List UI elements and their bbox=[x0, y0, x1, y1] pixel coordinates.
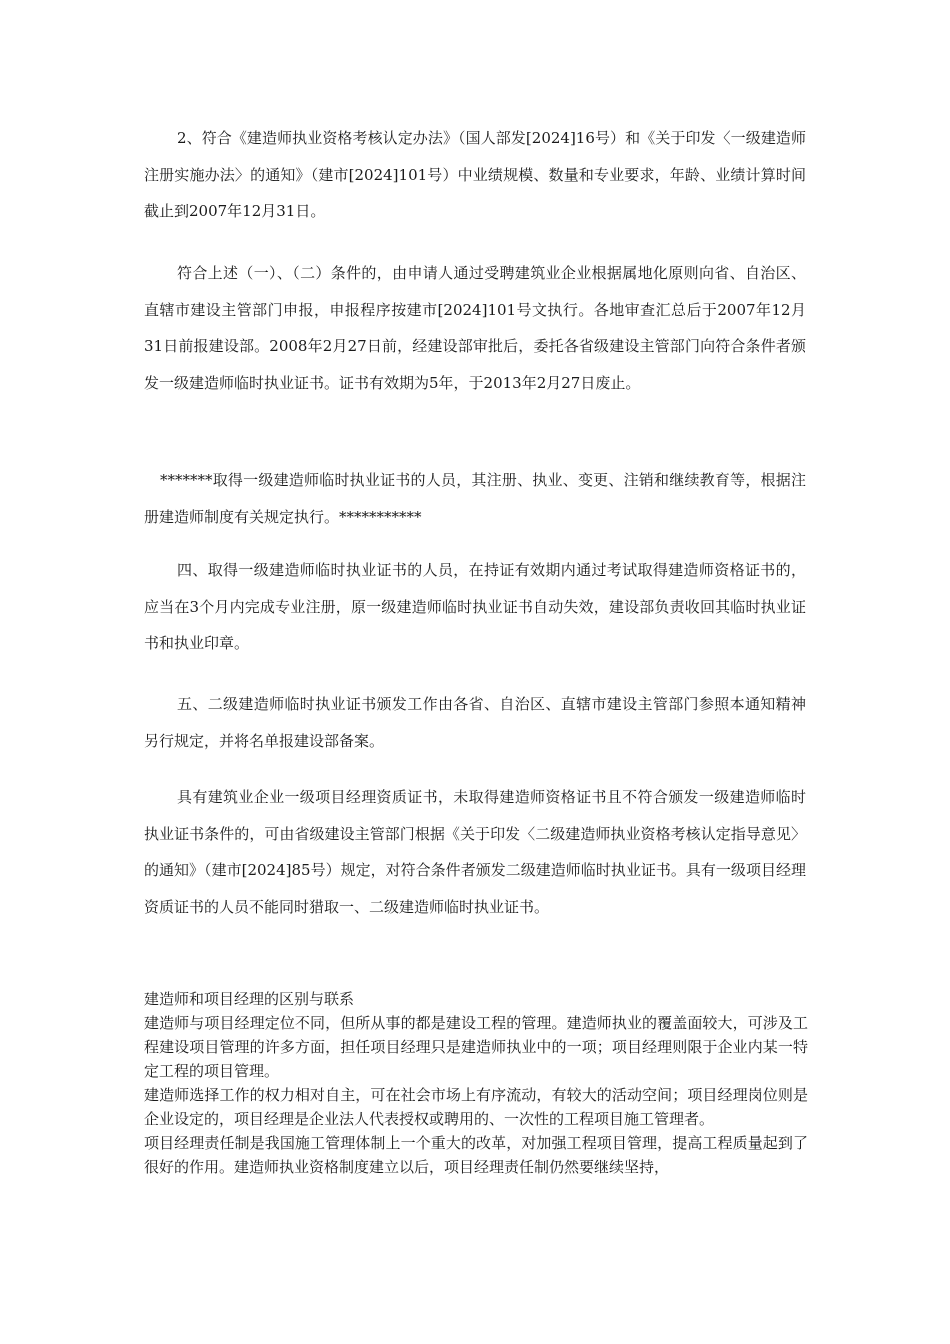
section-heading: 建造师和项目经理的区别与联系 bbox=[144, 990, 355, 1008]
paragraph-section-five: 五、二级建造师临时执业证书颁发工作由各省、自治区、直辖市建设主管部门参照本通知精神另行规定，并将名单报建设部备案。 bbox=[144, 695, 806, 750]
paragraph-registration-rules: *******取得一级建造师临时执业证书的人员，其注册、执业、变更、注销和继续教育等，根据注册建造师制度有关规定执行。*********** bbox=[144, 471, 806, 526]
section-difference-and-connection bbox=[144, 987, 808, 1179]
section-line-positioning: 建造师与项目经理定位不同，但所从事的都是建设工程的管理。建造师执业的覆盖面较大，可涉及工程建设项目管理的许多方面，担任项目经理只是建造师执业中的一项；项目经理则限于企业内某一特定工程的项目管理。 bbox=[144, 1014, 808, 1080]
paragraph-project-manager-certificate: 具有建筑业企业一级项目经理资质证书，未取得建造师资格证书且不符合颁发一级建造师临时执业证书条件的，可由省级建设主管部门根据《关于印发〈二级建造师执业资格考核认定指导意见〉的通知》（建市[2024]85号）规定，对符合条件者颁发二级建造师临时执业证书。具有一级项目经理资质证书的人员不能同时猎取一、二级建造师临时执业证书。 bbox=[144, 788, 806, 916]
paragraph-section-four: 四、取得一级建造师临时执业证书的人员，在持证有效期内通过考试取得建造师资格证书的，应当在3个月内完成专业注册，原一级建造师临时执业证书自动失效，建设部负责收回其临时执业证书和执业印章。 bbox=[144, 561, 806, 652]
paragraph-application-procedure: 符合上述（一）、（二）条件的，由申请人通过受聘建筑业企业根据属地化原则向省、自治区、直辖市建设主管部门申报，申报程序按建市[2024]101号文执行。各地审查汇总后于2007年12月31日前报建设部。2008年2月27日前，经建设部审批后，委托各省级建设主管部门向符合条件者颁发一级建造师临时执业证书。证书有效期为5年，于2013年2月27日废止。 bbox=[144, 264, 806, 392]
section-line-authority: 建造师选择工作的权力相对自主，可在社会市场上有序流动，有较大的活动空间；项目经理岗位则是企业设定的，项目经理是企业法人代表授权或聘用的、一次性的工程项目施工管理者。 bbox=[144, 1086, 808, 1128]
paragraph-qualification-requirements: 2、符合《建造师执业资格考核认定办法》（国人部发[2024]16号）和《关于印发〈一级建造师注册实施办法〉的通知》（建市[2024]101号）中业绩规模、数量和专业要求，年龄、业绩计算时间截止到2007年12月31日。 bbox=[144, 129, 806, 220]
section-line-responsibility: 项目经理责任制是我国施工管理体制上一个重大的改革，对加强工程项目管理，提高工程质量起到了很好的作用。建造师执业资格制度建立以后，项目经理责任制仍然要继续坚持， bbox=[144, 1134, 808, 1176]
